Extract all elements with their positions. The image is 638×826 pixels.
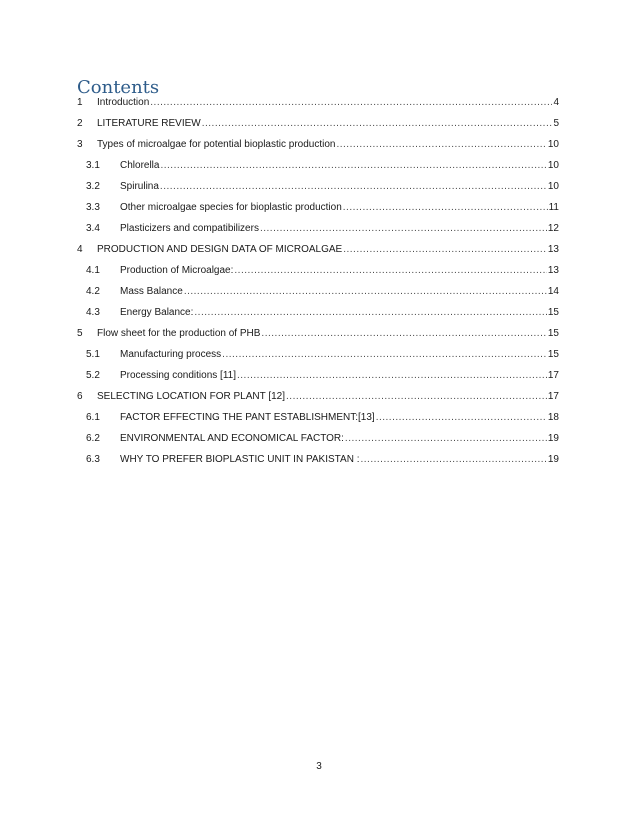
toc-entry-number: 6.1 bbox=[86, 412, 100, 423]
toc-entry-page: 15 bbox=[547, 307, 559, 318]
toc-entry-number: 3 bbox=[77, 139, 83, 150]
toc-entry-title: Other microalgae species for bioplastic production bbox=[120, 202, 342, 213]
toc-dot-leader bbox=[336, 138, 546, 152]
toc-heading: Contents bbox=[77, 77, 160, 98]
toc-entry-title: Manufacturing process bbox=[120, 349, 222, 360]
toc-entry-page: 15 bbox=[547, 349, 559, 360]
toc-entry-title: Plasticizers and compatibilizers bbox=[120, 223, 259, 234]
toc-entry-title: FACTOR EFFECTING THE PANT ESTABLISHMENT:[13] bbox=[120, 412, 375, 423]
toc-dot-leader bbox=[234, 264, 546, 278]
toc-entry-title: WHY TO PREFER BIOPLASTIC UNIT IN PAKISTAN : bbox=[120, 454, 360, 465]
toc-subentry[interactable] bbox=[77, 159, 559, 173]
toc-dot-leader bbox=[260, 222, 547, 236]
toc-entry-number: 5.1 bbox=[86, 349, 100, 360]
toc-dot-leader bbox=[261, 327, 546, 341]
toc-entry-number: 2 bbox=[77, 118, 83, 129]
toc-subentry[interactable] bbox=[77, 348, 559, 362]
toc-entry-title: Production of Microalgae: bbox=[120, 265, 234, 276]
toc-subentry[interactable] bbox=[77, 411, 559, 425]
toc-entry-number: 5 bbox=[77, 328, 83, 339]
toc-entry-number: 3.4 bbox=[86, 223, 100, 234]
toc-entry-page: 5 bbox=[553, 118, 559, 129]
toc-entry-number: 3.1 bbox=[86, 160, 100, 171]
toc-entry-page: 18 bbox=[547, 412, 559, 423]
toc-entry-title: Energy Balance: bbox=[120, 307, 194, 318]
toc-dot-leader bbox=[150, 96, 552, 110]
toc-entry-page: 11 bbox=[548, 202, 559, 213]
toc-entry-page: 14 bbox=[547, 286, 559, 297]
toc-entry-title: Spirulina bbox=[120, 181, 159, 192]
toc-dot-leader bbox=[194, 306, 546, 320]
toc-dot-leader bbox=[361, 453, 547, 467]
toc-entry-page: 17 bbox=[547, 391, 559, 402]
toc-entry-number: 5.2 bbox=[86, 370, 100, 381]
toc-entry-page: 12 bbox=[547, 223, 559, 234]
toc-entry-title: Flow sheet for the production of PHB bbox=[97, 328, 261, 339]
toc-entry-page: 4 bbox=[553, 97, 559, 108]
toc-dot-leader bbox=[160, 159, 546, 173]
toc-entry-number: 4.2 bbox=[86, 286, 100, 297]
toc-entry-title: Introduction bbox=[97, 97, 150, 108]
toc-entry-title: Types of microalgae for potential bioplastic production bbox=[97, 139, 336, 150]
toc-dot-leader bbox=[222, 348, 547, 362]
toc-subentry[interactable] bbox=[77, 285, 559, 299]
toc-entry-page: 19 bbox=[547, 454, 559, 465]
toc-entry-title: Mass Balance bbox=[120, 286, 183, 297]
toc-entry-number: 4.3 bbox=[86, 307, 100, 318]
toc-entry-page: 10 bbox=[547, 139, 559, 150]
toc-dot-leader bbox=[376, 411, 547, 425]
toc-entry-page: 13 bbox=[547, 265, 559, 276]
toc-entry[interactable] bbox=[77, 327, 559, 341]
toc-entry-page: 13 bbox=[547, 244, 559, 255]
toc-dot-leader bbox=[343, 201, 548, 215]
toc-entry[interactable] bbox=[77, 243, 559, 257]
toc-subentry[interactable] bbox=[77, 453, 559, 467]
toc-entry-title: SELECTING LOCATION FOR PLANT [12] bbox=[97, 391, 286, 402]
toc-entry-page: 19 bbox=[547, 433, 559, 444]
toc-dot-leader bbox=[202, 117, 553, 131]
toc-subentry[interactable] bbox=[77, 306, 559, 320]
toc-entry[interactable] bbox=[77, 96, 559, 110]
toc-entry-title: Processing conditions [11] bbox=[120, 370, 236, 381]
toc-entry-number: 4 bbox=[77, 244, 83, 255]
toc-subentry[interactable] bbox=[77, 180, 559, 194]
toc-entry-number: 3.3 bbox=[86, 202, 100, 213]
toc-entry[interactable] bbox=[77, 138, 559, 152]
toc-dot-leader bbox=[184, 285, 547, 299]
toc-entry-number: 4.1 bbox=[86, 265, 100, 276]
toc-subentry[interactable] bbox=[77, 201, 559, 215]
toc-entry-page: 15 bbox=[547, 328, 559, 339]
toc-entry-page: 10 bbox=[547, 181, 559, 192]
toc-dot-leader bbox=[345, 432, 547, 446]
toc-dot-leader bbox=[160, 180, 547, 194]
page-number: 3 bbox=[316, 761, 322, 772]
toc-subentry[interactable] bbox=[77, 222, 559, 236]
toc-dot-leader bbox=[237, 369, 547, 383]
toc-entry-title: Chlorella bbox=[120, 160, 160, 171]
toc-entry-page: 10 bbox=[547, 160, 559, 171]
toc-entry-number: 6 bbox=[77, 391, 83, 402]
toc-entry-number: 6.3 bbox=[86, 454, 100, 465]
toc-entry[interactable] bbox=[77, 117, 559, 131]
toc-entry-title: LITERATURE REVIEW bbox=[97, 118, 201, 129]
toc-subentry[interactable] bbox=[77, 264, 559, 278]
toc-entry-number: 3.2 bbox=[86, 181, 100, 192]
toc-entry-title: PRODUCTION AND DESIGN DATA OF MICROALGAE bbox=[97, 244, 343, 255]
toc-entry-number: 1 bbox=[77, 97, 83, 108]
toc-entry[interactable] bbox=[77, 390, 559, 404]
toc-subentry[interactable] bbox=[77, 369, 559, 383]
toc-subentry[interactable] bbox=[77, 432, 559, 446]
toc-entry-page: 17 bbox=[547, 370, 559, 381]
toc-entry-number: 6.2 bbox=[86, 433, 100, 444]
toc-entry-title: ENVIRONMENTAL AND ECONOMICAL FACTOR: bbox=[120, 433, 344, 444]
toc-dot-leader bbox=[343, 243, 547, 257]
toc-dot-leader bbox=[286, 390, 547, 404]
